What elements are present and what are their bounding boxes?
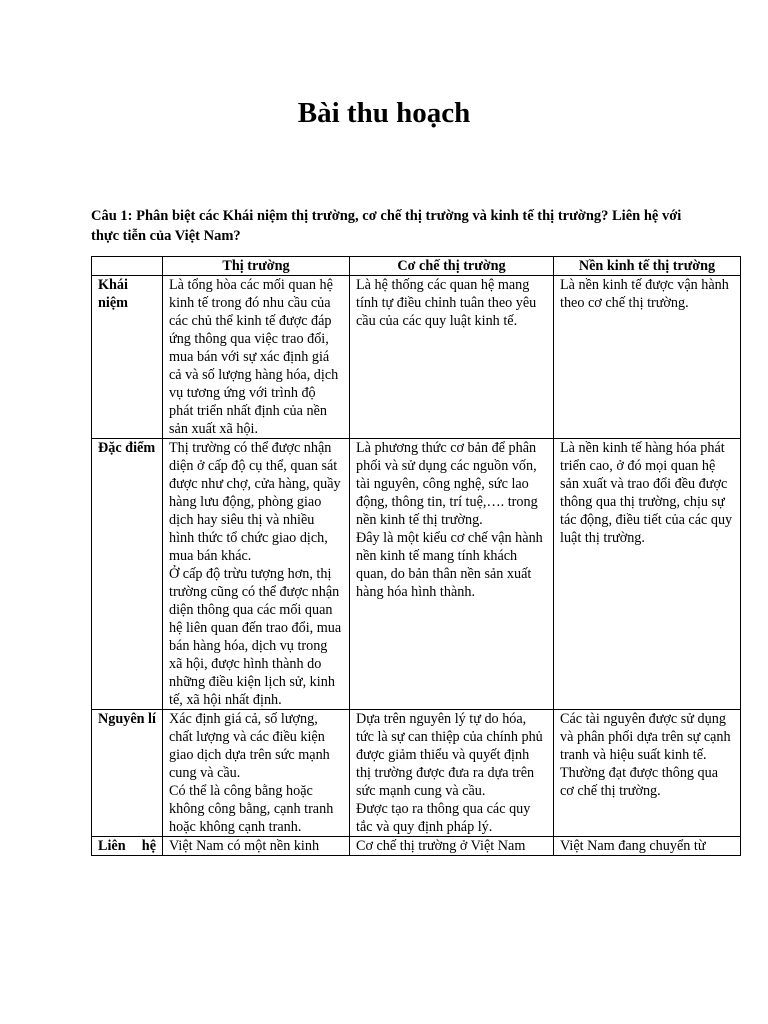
table-cell bbox=[163, 439, 350, 710]
cell-paragraph: Là nền kinh tế hàng hóa phát triển cao, ở đó mọi quan hệ sản xuất và trao đổi đều được thông qua thị trường, chịu sự tác động, điều tiết của các quy luật thị trường. bbox=[560, 440, 733, 546]
table-cell bbox=[350, 439, 554, 710]
row-label-dac-diem: Đặc điểm bbox=[92, 439, 163, 710]
table-cell bbox=[350, 710, 554, 837]
cell-paragraph: Là nền kinh tế được vận hành theo cơ chế thị trường. bbox=[560, 277, 729, 311]
cell-paragraph: Là hệ thống các quan hệ mang tính tự điều chỉnh tuân theo yêu cầu của các quy luật kinh tế. bbox=[356, 277, 537, 329]
table-cell bbox=[163, 710, 350, 837]
table-cell bbox=[554, 710, 741, 837]
cell-paragraph: Dựa trên nguyên lý tự do hóa, tức là sự can thiệp của chính phủ được giảm thiểu và quyết định thị trường được đưa ra dựa trên sức mạnh cung và cầu. bbox=[356, 711, 543, 799]
table-header-row bbox=[92, 257, 741, 276]
table-cell bbox=[554, 276, 741, 439]
table-cell bbox=[350, 276, 554, 439]
document-title: Bài thu hoạch bbox=[297, 97, 471, 129]
row-label-lien-he: Liên hệ bbox=[92, 837, 163, 856]
table-cell bbox=[554, 837, 741, 856]
cell-paragraph: Các tài nguyên được sử dụng và phân phối dựa trên sự cạnh tranh và hiệu suất kinh tế. bbox=[560, 711, 731, 763]
row-label-nguyen-li: Nguyên lí bbox=[92, 710, 163, 837]
cell-paragraph: Xác định giá cả, số lượng, chất lượng và các điều kiện giao dịch dựa trên sức mạnh cung và cầu. bbox=[169, 711, 330, 781]
table-row bbox=[92, 710, 741, 837]
cell-paragraph: Được tạo ra thông qua các quy tắc và quy định pháp lý. bbox=[356, 801, 531, 835]
header-cell-empty bbox=[92, 257, 163, 276]
cell-paragraph: Đây là một kiểu cơ chế vận hành nền kinh tế mang tính khách quan, do bản thân nền sản xuất hàng hóa hình thành. bbox=[356, 530, 543, 600]
header-cell-nen-kinh-te: Nền kinh tế thị trường bbox=[554, 257, 741, 276]
table-row bbox=[92, 276, 741, 439]
cell-paragraph: Là tổng hòa các mối quan hệ kinh tế trong đó nhu cầu của các chủ thể kinh tế được đáp ứng thông qua việc trao đổi, mua bán với sự xác định giá cả và số lượng hàng hóa, dịch vụ tương ứng với trình độ phát triển nhất định của nền sản xuất xã hội. bbox=[169, 277, 339, 437]
table-row bbox=[92, 837, 741, 856]
header-cell-thi-truong: Thị trường bbox=[163, 257, 350, 276]
question-text: Câu 1: Phân biệt các Khái niệm thị trường, cơ chế thị trường và kinh tế thị trường? Liên hệ với thực tiễn của Việt Nam? bbox=[91, 208, 682, 244]
table-row bbox=[92, 439, 741, 710]
cell-paragraph: Là phương thức cơ bản để phân phối và sử dụng các nguồn vốn, tài nguyên, công nghệ, sức lao động, thông tin, trí tuệ,…. trong nền kinh tế thị trường. bbox=[356, 440, 538, 528]
cell-paragraph: Việt Nam đang chuyển từ bbox=[560, 838, 706, 854]
cell-paragraph: Cơ chế thị trường ở Việt Nam bbox=[356, 838, 526, 854]
cell-paragraph: Thị trường có thể được nhận diện ở cấp độ cụ thể, quan sát được như chợ, cửa hàng, quầy hàng lưu động, phòng giao dịch hay siêu thị và nhiều hình thức tổ chức giao dịch, mua bán khác. bbox=[169, 440, 341, 564]
comparison-table bbox=[91, 256, 741, 856]
cell-paragraph: Ở cấp độ trừu tượng hơn, thị trường cũng có thể được nhận diện thông qua các mối quan hệ liên quan đến trao đổi, mua bán hàng hóa, dịch vụ trong xã hội, được hình thành do những điều kiện lịch sử, kinh tế, xã hội nhất định. bbox=[169, 566, 342, 708]
cell-paragraph: Việt Nam có một nền kinh bbox=[169, 838, 320, 854]
cell-paragraph: Có thể là công bằng hoặc không công bằng, cạnh tranh hoặc không cạnh tranh. bbox=[169, 783, 334, 835]
table-cell bbox=[350, 837, 554, 856]
header-cell-co-che: Cơ chế thị trường bbox=[350, 257, 554, 276]
table-cell bbox=[163, 276, 350, 439]
cell-paragraph: Thường đạt được thông qua cơ chế thị trường. bbox=[560, 765, 719, 799]
table-cell bbox=[163, 837, 350, 856]
row-label-khai-niem: Khái niệm bbox=[92, 276, 163, 439]
table-cell bbox=[554, 439, 741, 710]
